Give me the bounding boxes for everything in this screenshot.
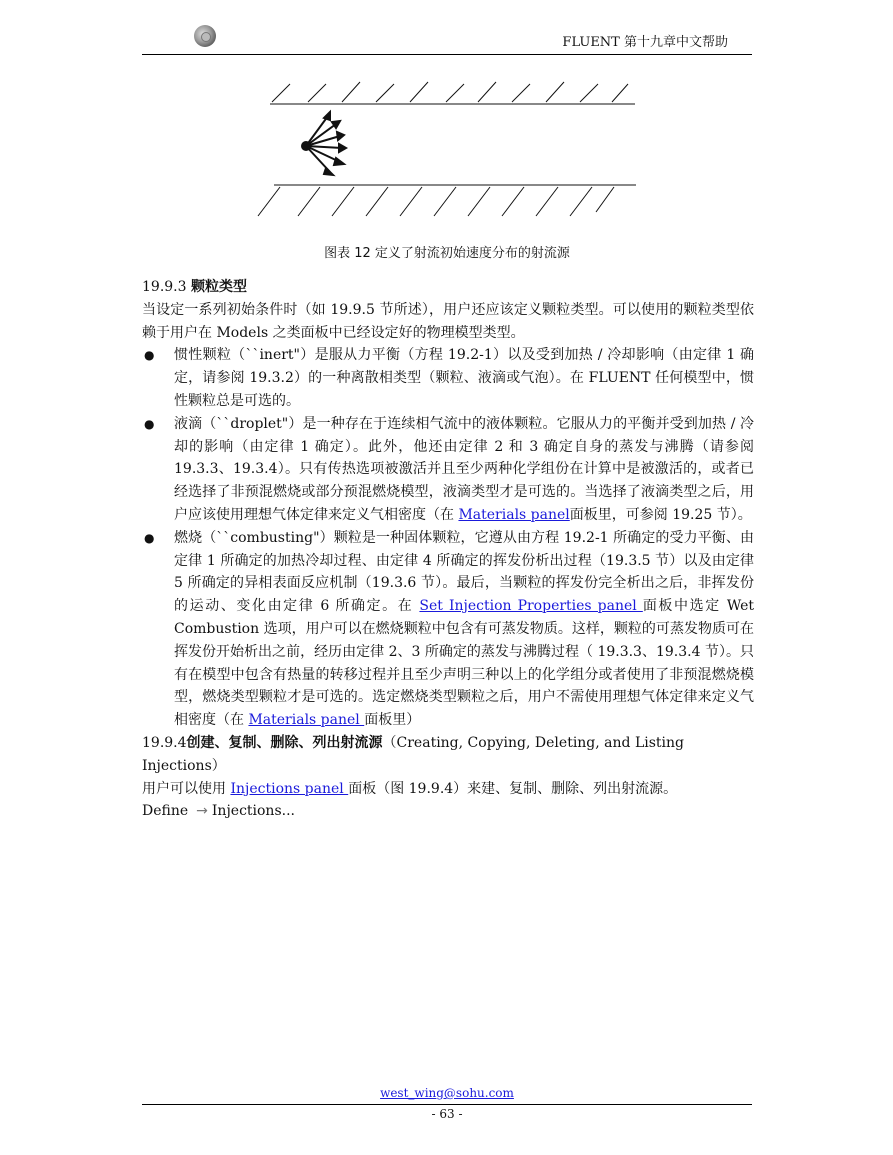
section-intro: 当设定一系列初始条件时（如 19.9.5 节所述），用户还应该定义颗粒类型。可以使用的颗粒类型依赖于用户在 Models 之类面板中已经设定好的物理模型类型。 [142,301,754,341]
section2-heading [142,732,754,778]
page-number: - 63 - [431,1107,463,1121]
materials-panel-link-2[interactable]: Materials panel [248,712,365,729]
list-item-inert: ● 惯性颗粒（``inert"）是服从力平衡（方程 19.2-1）以及受到加热 / 冷却影响（由定律 1 确定，请参阅 19.3.2）的一种离散相类型（颗粒、液滴或气泡）。在 FLUENT 任何模型中，惯性颗粒总是可选的。 [142,344,754,412]
menu-injections: Injections... [211,803,295,820]
list-item-combusting: ● 燃烧（``combusting"）颗粒是一种固体颗粒，它遵从由方程 19.2-1 所确定的受力平衡、由定律 1 所确定的加热冷却过程、由定律 4 所确定的挥发份析出过程（19.3.5 节）以及由定律 5 所确定的异相表面反应机制（19.3.6 节）。最后，当颗粒的挥发份完全析出之后，非挥发份的运动、变化由定律 6 所确定。在 Set Injection Properties panel 面板中选定 Wet Combustion 选项，用户可以在燃烧颗粒中包含有可蒸发物质。这样，颗粒的可蒸发物质可在挥发份开始析出之前，经历由定律 2、3 所确定的蒸发与沸腾过程（ 19.3.3、19.3.4 节）。只有在模型中包含有热量的转移过程并且至少声明三种以上的化学组分或者使用了非预混燃烧模型，燃烧类型颗粒才是可选的。选定燃烧类型颗粒之后，用户不需使用理想气体定律来定义气相密度（在 Materials panel 面板里） [142,527,754,732]
velocity-arrows [306,112,346,175]
set-injection-properties-link[interactable]: Set Injection Properties panel [419,598,643,615]
page-footer [142,1086,752,1121]
figure-caption: 图表 12 定义了射流初始速度分布的射流源 [324,246,570,261]
menu-define: Define [142,803,189,820]
footer-rule [142,1104,752,1105]
section-number: 19.9.3 [142,279,187,295]
logo-icon [194,25,216,47]
materials-panel-link[interactable]: Materials panel [458,506,570,523]
section2-title: 创建、复制、删除、列出射流源 [186,734,383,751]
list-item-droplet: ● 液滴（``droplet"）是一种存在于连续相气流中的液体颗粒。它服从力的平衡并受到加热 / 冷却的影响（由定律 1 确定）。此外，他还由定律 2 和 3 确定自身的蒸发与沸腾（请参阅 19.3.3、19.3.4）。只有传热选项被激活并且至少两种化学组份在计算中是被激活的，或者已经选择了非预混燃烧或部分预混燃烧模型，液滴类型才是可选的。当选择了液滴类型之后，用户应该使用理想气体定律来定义气相密度（在 Materials panel面板里，可参阅 19.25 节）。 [142,413,754,527]
arrow-right-icon: → [196,803,208,820]
injection-point [301,141,311,151]
page-header [142,22,752,55]
injection-diagram [250,70,650,230]
injections-panel-link[interactable]: Injections panel [230,780,349,797]
section-title: 颗粒类型 [190,279,247,295]
header-title: FLUENT 第十九章中文帮助 [562,35,728,50]
section-heading [142,276,754,299]
section2-number: 19.9.4 [142,734,187,751]
section2-body: 用户可以使用 Injections panel 面板（图 19.9.4）来建、复制、删除、列出射流源。 [142,780,678,797]
main-content [142,276,754,823]
particle-type-list [142,344,754,732]
menu-path [142,800,754,823]
footer-email-link[interactable]: west_wing@sohu.com [380,1086,514,1100]
section2-title-en: （Creating, Copying, Deleting, and Listing Injections） [142,734,684,774]
